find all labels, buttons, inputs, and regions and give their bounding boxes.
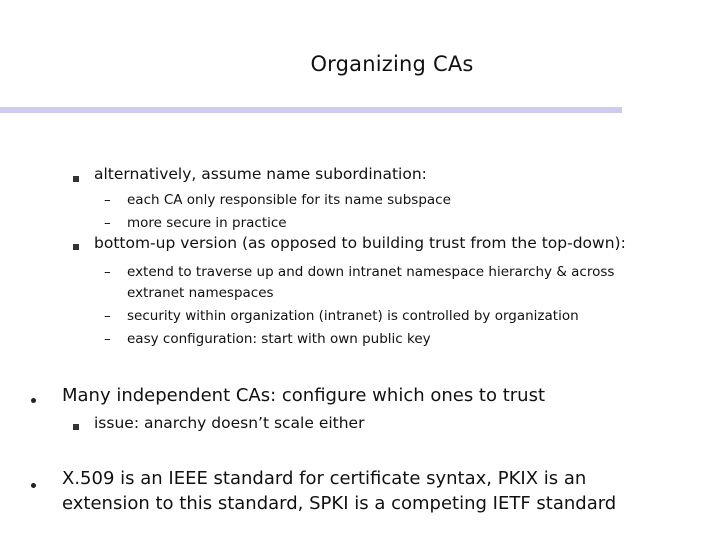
dash-bullet: –: [104, 215, 111, 231]
sub-sub-bullet-text: easy configuration: start with own public key: [127, 331, 431, 347]
sub-sub-bullet-text: more secure in practice: [127, 215, 287, 231]
square-bullet-icon: [73, 424, 79, 430]
bullet-text: X.509 is an IEEE standard for certificate syntax, PKIX is an: [62, 468, 587, 489]
sub-bullet-text: alternatively, assume name subordination:: [94, 165, 427, 183]
sub-sub-bullet-text: security within organization (intranet) is controlled by organization: [127, 308, 579, 324]
dash-bullet: –: [104, 264, 111, 280]
dash-bullet: –: [104, 331, 111, 347]
sub-sub-bullet-text: each CA only responsible for its name subspace: [127, 192, 451, 208]
round-bullet-icon: [31, 398, 36, 403]
square-bullet-icon: [73, 244, 79, 250]
bullet-text: Many independent CAs: configure which ones to trust: [62, 385, 546, 406]
sub-bullet-text: issue: anarchy doesn’t scale either: [94, 414, 365, 432]
sub-sub-bullet-text-continued: extranet namespaces: [127, 285, 274, 301]
bullet-text-continued: extension to this standard, SPKI is a competing IETF standard: [62, 493, 617, 514]
square-bullet-icon: [73, 176, 79, 182]
round-bullet-icon: [31, 483, 36, 488]
sub-sub-bullet-text: extend to traverse up and down intranet namespace hierarchy & across: [127, 264, 615, 280]
dash-bullet: –: [104, 192, 111, 208]
dash-bullet: –: [104, 308, 111, 324]
title-underline: [0, 107, 622, 113]
sub-bullet-text: bottom-up version (as opposed to building trust from the top-down):: [94, 234, 626, 252]
slide-title: Organizing CAs: [310, 52, 474, 76]
